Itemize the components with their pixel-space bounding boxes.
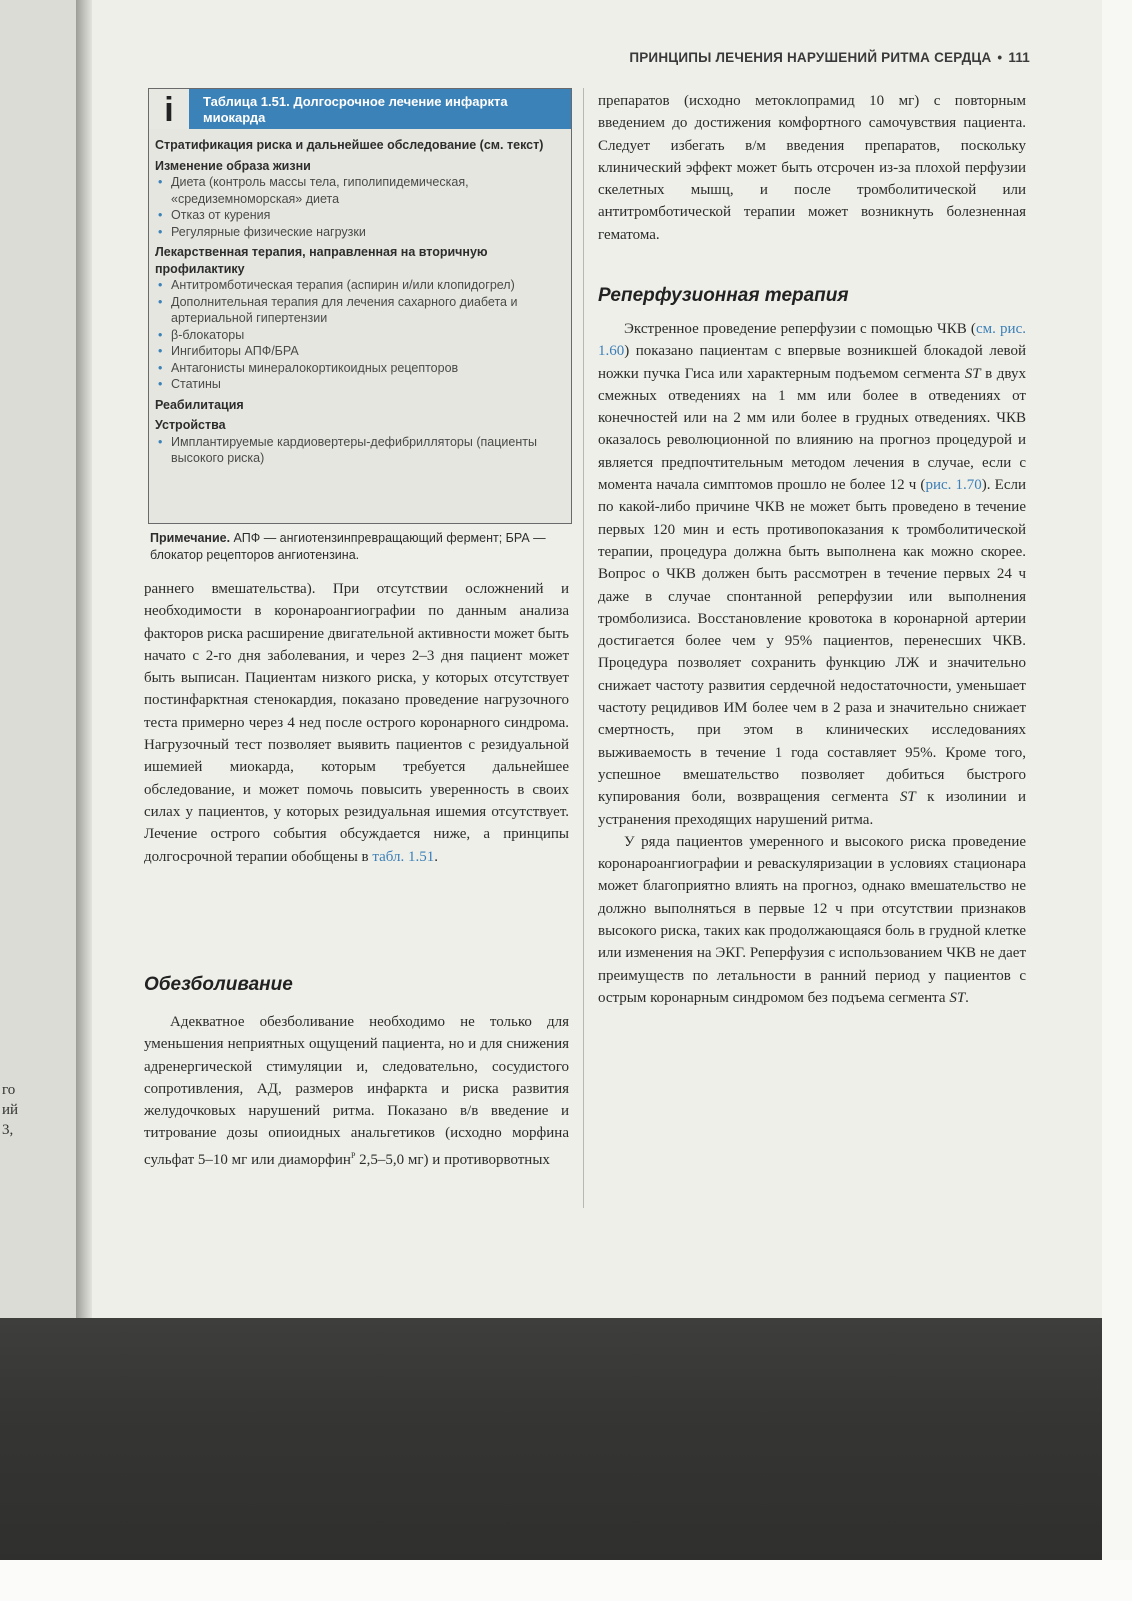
right-column-heading-block	[598, 284, 1026, 308]
paragraph-text: Адекватное обезболивание необходимо не только для уменьшения неприятных ощущений пациента, но и для снижения адренергической стимуляции и, следовательно, сосудистого сопротивления, АД, размеров инфаркта и риска развития желудочковых нарушений ритма. Показано в/в введение и титрование дозы опиоидных анальгетиков (исходно морфина сульфат 5–10 мг или диаморфин	[144, 1014, 569, 1168]
table-title: Таблица 1.51. Долгосрочное лечение инфаркта миокарда	[203, 94, 508, 125]
left-column-text-bottom	[144, 1011, 569, 1171]
table-section-heading: Лекарственная терапия, направленная на вторичную профилактику	[155, 245, 488, 276]
paragraph-text: .	[965, 989, 969, 1006]
table-list-item: • Антагонисты минералокортикоидных рецепторов	[155, 360, 565, 377]
column-divider	[583, 88, 584, 1208]
paragraph-text: У ряда пациентов умеренного и высокого риска проведение коронароангиографии и реваскуляризации в условиях стационара может благоприятно влиять на прогноз, однако вмешательство не должно выполняться в первые 12 ч при отсутствии признаков высокого риска, таких как продолжающаяся боль в грудной клетке или изменения на ЭКГ. Реперфузия с использованием ЧКВ не дает преимуществ по летальности в ранний период у пациентов с острым коронарным синдромом без подъема сегмента	[598, 833, 1026, 1006]
table-section-heading: Устройства	[155, 418, 226, 432]
paragraph	[144, 578, 569, 868]
scan-bottom-margin	[0, 1560, 1132, 1601]
paragraph-text: ). Если по какой-либо причине ЧКВ не может быть проведено в течение первых 120 мин и есть противопоказания к тромболитической терапии, процедура должна быть выполнена как можно скорее. Вопрос о ЧКВ должен быть рассмотрен в течение первых 24 ч даже в случае спонтанной реперфузии или выполнения тромболизиса. Восстановление кровотока в коронарной артерии достигается более чем у 95% пациентов, перенесших ЧКВ. Процедура позволяет сохранить функцию ЛЖ и значительно снижает частоту развития сердечной недостаточности, уменьшает частоту рецидивов ИМ более чем в 2 раза и значительно снижает смертность, при этом в клинических исследованиях выживаемость в течение 1 года составляет 95%. Кроме того, успешное вмешательство позволяет добиться быстрого купирования боли, возвращения сегмента	[598, 477, 1027, 806]
paragraph: препаратов (исходно метоклопрамид 10 мг) с повторным введением до достижения комфортного самочувствия пациента. Следует избегать в/м введения препаратов, поскольку клинический эффект может быть отсрочен из-за плохой перфузии скелетных мышц, и после тромболитической или антитромботической терапии может возникнуть болезненная гематома.	[598, 93, 1026, 243]
section-heading-reperfusion: Реперфузионная терапия	[598, 285, 849, 306]
table-list-item: • Регулярные физические нагрузки	[155, 224, 565, 241]
running-header	[560, 50, 1030, 65]
fragment-line: 3,	[2, 1122, 14, 1138]
table-list-item: • Ингибиторы АПФ/БРА	[155, 343, 565, 360]
info-icon: i	[149, 89, 189, 129]
st-segment-term: ST	[899, 789, 916, 806]
fragment-line: го	[2, 1082, 16, 1098]
right-column-text	[598, 90, 1026, 246]
table-section-heading: Стратификация риска и дальнейшее обследование (см. текст)	[155, 138, 544, 152]
paragraph-text: в двух смежных отведениях на 1 мм или более в отведениях от конечностей или на 2 мм или более в грудных отведениях. ЧКВ оказалось революционной по влиянию на прогноз процедурой и является предпочтительным методом лечения в случае, если с момента начала симптомов прошло не более 12 ч (	[598, 365, 1026, 494]
fragment-line: ий	[2, 1102, 19, 1118]
table-list-item: • Отказ от курения	[155, 207, 565, 224]
scan-dark-background	[0, 1318, 1102, 1563]
paragraph-text: .	[434, 848, 438, 865]
table-reference-link[interactable]: табл. 1.51	[372, 848, 435, 865]
paragraph-text: Экстренное проведение реперфузии с помощью ЧКВ (	[624, 321, 976, 337]
table-list-item: • Дополнительная терапия для лечения сахарного диабета и артериальной гипертензии	[155, 294, 565, 327]
table-box	[148, 88, 572, 524]
table-list-item: • Диета (контроль массы тела, гиполипидемическая, «средиземноморская» диета	[155, 174, 565, 207]
table-list-item: • Имплантируемые кардиовертеры-дефибрилляторы (пациенты высокого риска)	[155, 434, 565, 467]
paragraph-text: к изолинии и устранения преходящих нарушений ритма.	[598, 789, 1026, 828]
right-column-text-bottom	[598, 318, 1026, 1009]
paragraph-text: ) показано пациентам с впервые возникшей блокадой левой ножки пучка Гиса или характерным подъемом сегмента	[598, 343, 1026, 382]
section-heading-analgesia: Обезболивание	[144, 974, 293, 995]
paragraph	[598, 831, 1026, 1009]
table-note-text: АПФ — ангиотензинпревращающий фермент; БРА — блокатор рецепторов ангиотензина.	[150, 531, 546, 562]
table-section-heading: Реабилитация	[155, 397, 244, 412]
footnote-mark: Р	[350, 1150, 356, 1160]
table-list-item: • Статины	[155, 376, 565, 393]
running-header-separator: •	[997, 50, 1003, 65]
paragraph-text: раннего вмешательства). При отсутствии осложнений и необходимости в коронароангиографии по данным анализа факторов риска расширение двигательной активности может быть начато с 2-го дня заболевания, и через 2–3 дня пациент может быть выписан. Пациентам низкого риска, у которых отсутствует постинфарктная стенокардия, показано проведение нагрузочного теста примерно через 4 нед после острого коронарного синдрома. Нагрузочный тест позволяет выявить пациентов с резидуальной ишемией миокарда, которым требуется дальнейшее обследование, и может помочь повысить уверенность в своих силах у пациентов, у которых резидуальная ишемия отсутствует. Лечение острого события обсуждается ниже, а принципы долгосрочной терапии обобщены в	[144, 581, 569, 865]
table-list-item: • β-блокаторы	[155, 327, 565, 344]
figure-reference-link[interactable]: рис. 1.70	[925, 477, 982, 494]
table-body	[155, 137, 565, 467]
running-header-title: ПРИНЦИПЫ ЛЕЧЕНИЯ НАРУШЕНИЙ РИТМА СЕРДЦА	[629, 50, 992, 65]
paragraph-text: 2,5–5,0 мг) и противорвотных	[355, 1151, 550, 1168]
left-column-heading-block	[144, 973, 569, 997]
st-segment-term: ST	[964, 365, 981, 382]
st-segment-term: ST	[949, 989, 966, 1006]
paragraph	[598, 318, 1026, 831]
figure-reference-link[interactable]: см. рис. 1.60	[598, 321, 1026, 360]
table-header	[149, 89, 571, 129]
previous-page-text-fragments	[2, 1080, 22, 1140]
page-number: 111	[1008, 50, 1030, 65]
table-list-item: • Антитромботическая терапия (аспирин и/или клопидогрел)	[155, 277, 565, 294]
left-column-text	[144, 578, 569, 868]
table-section-heading: Изменение образа жизни	[155, 158, 311, 173]
table-note-label: Примечание.	[150, 531, 231, 545]
scan-right-edge	[1102, 0, 1132, 1601]
paragraph	[144, 1011, 569, 1171]
table-note	[150, 530, 570, 564]
